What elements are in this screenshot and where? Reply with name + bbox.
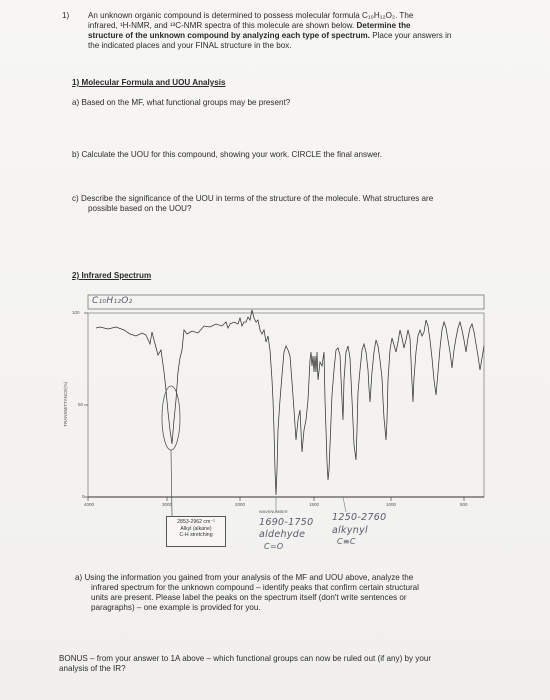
section1-question-a: a) Based on the MF, what functional groups may be present? xyxy=(72,98,291,107)
bonus-question-line2: analysis of the IR? xyxy=(59,664,126,673)
alkynyl-leader-line xyxy=(343,497,346,512)
section2-question-a-line1: a) Using the information you gained from your analysis of the MF and UOU above, analyze the xyxy=(75,573,414,582)
section2-question-a-line4: paragraphs) – one example is provided for you. xyxy=(91,603,261,612)
q1-intro-line2-text: infrared, ¹H-NMR, and ¹³C-NMR spectra of this molecule are shown below. xyxy=(88,21,355,30)
y-tick-label-50: 50 xyxy=(78,402,84,407)
y-tick-label-100: 100 xyxy=(72,310,80,315)
plot-frame xyxy=(88,313,484,497)
q1-intro-line2-bold: Determine the xyxy=(356,21,411,30)
section2-question-a-line2: infrared spectrum for the unknown compound – identify peaks that confirm certain structural xyxy=(91,583,419,592)
x-tick-label-1500: 1500 xyxy=(309,502,320,507)
example-label-line2: Alkyl (alkane) xyxy=(180,525,212,532)
formula-header-box xyxy=(88,295,484,309)
handwritten-formula: C₁₀H₁₂O₂ xyxy=(92,296,133,306)
x-tick-label-500: 500 xyxy=(460,502,468,507)
example-label-line1: 2853-2962 cm⁻¹ xyxy=(177,519,215,525)
section1-question-b: b) Calculate the UOU for this compound, showing your work. CIRCLE the final answer. xyxy=(72,150,382,159)
example-peak-circle xyxy=(162,386,180,450)
section2-question-a-line3: units are present. Please label the peaks on the spectrum itself (don't write sentences or xyxy=(91,593,407,602)
q1-intro-line4: the indicated places and your FINAL structure in the box. xyxy=(88,41,292,50)
section1-heading: 1) Molecular Formula and UOU Analysis xyxy=(72,78,226,87)
hand-note-alkynyl-group: alkynyl xyxy=(332,525,368,536)
x-tick-label-1000: 1000 xyxy=(386,502,397,507)
section1-question-c-line2: possible based on the UOU? xyxy=(88,204,192,213)
hand-note-aldehyde-range: 1690-1750 xyxy=(259,517,314,528)
section2-heading: 2) Infrared Spectrum xyxy=(72,271,152,280)
q1-number: 1) xyxy=(62,11,70,20)
section1-question-c-line1: c) Describe the significance of the UOU in terms of the structure of the molecule. What structures are xyxy=(72,194,434,203)
x-tick-label-2000: 2000 xyxy=(235,502,246,507)
hand-note-alkynyl-bond: C≡C xyxy=(337,537,356,546)
q1-intro-line3-text: Place your answers in xyxy=(372,31,452,40)
q1-intro-line3-bold: structure of the unknown compound by analyzing each type of spectrum. xyxy=(88,31,370,40)
hand-note-aldehyde-group: aldehyde xyxy=(259,529,306,540)
ir-spectrum-trace xyxy=(96,310,484,495)
y-tick-label-0: 0 xyxy=(82,494,85,499)
y-axis-label: TRANSMITTANCE(%) xyxy=(62,381,68,427)
q1-intro-line1: An unknown organic compound is determined to possess molecular formula C₁₀H₁₂O₂. The xyxy=(88,11,414,20)
bonus-question-line1: BONUS – from your answer to 1A above – which functional groups can now be ruled out (if any) by your xyxy=(59,654,432,663)
example-label-line3: C-H stretching xyxy=(179,532,213,539)
example-peak-label-box xyxy=(166,516,226,547)
wavenumber-label: WAVENUMBER xyxy=(259,509,288,514)
hand-note-aldehyde-bond: C=O xyxy=(264,542,284,551)
hand-note-alkynyl-range: 1250-2760 xyxy=(332,512,387,523)
x-tick-label-4000: 4000 xyxy=(84,502,95,507)
x-tick-label-3000: 3000 xyxy=(162,502,173,507)
